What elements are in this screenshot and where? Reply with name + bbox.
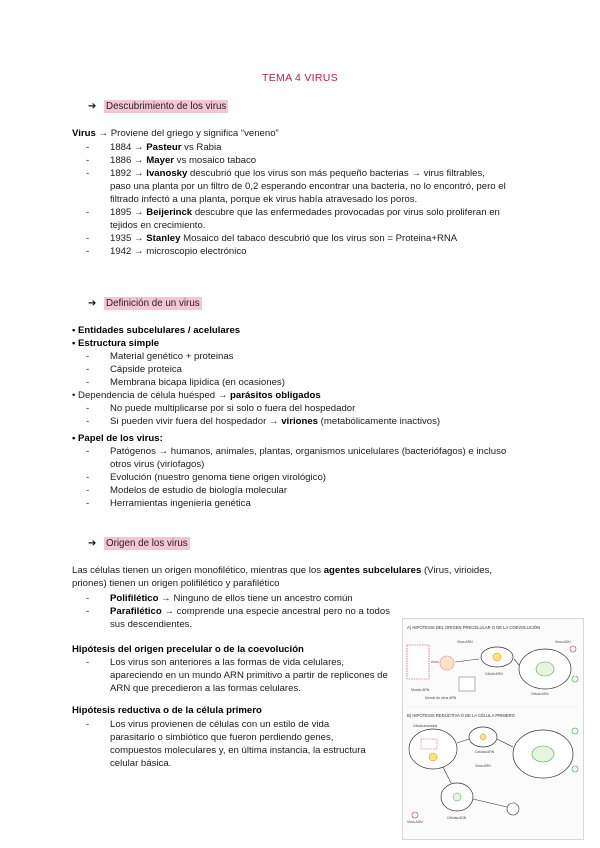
- discovery-intro: Virus → Proviene del griego y significa “veneno”: [72, 128, 279, 139]
- figure-panel-b-title: B) HIPÓTESIS REDUCTIVA O DE LA CÉLULA PRIMERO: [407, 713, 515, 718]
- section-label: Origen de los virus: [106, 537, 188, 549]
- bullet-heading: • Entidades subcelulares / acelulares: [72, 325, 241, 336]
- list-item: - 1886 → Mayer vs mosaico tabaco: [86, 155, 257, 166]
- figure-label: Virus ADN: [407, 820, 423, 824]
- list-item: - Herramientas ingenieria genética: [86, 498, 251, 509]
- figure-label: Mundo de virus ARN: [425, 696, 457, 700]
- hypothesis-1-heading: Hipótesis del origen precelular o de la coevolución: [72, 644, 304, 655]
- definition-block: [72, 324, 542, 510]
- figure-graphic: [403, 619, 583, 839]
- list-item: - 1895 → Beijerinck descubre que las enfermedades provocadas por virus solo proliferan en tejidos en crecimiento.: [86, 207, 500, 231]
- list-item: - Si pueden vivir fuera del hospedador → viriones (metabólicamente inactivos): [86, 416, 441, 427]
- section-label: Definición de un virus: [106, 297, 200, 309]
- list-item: - Patógenos → humanos, animales, plantas, organismos unicelulares (bacteriófagos) e incluso otros virus (viriofagos): [86, 446, 507, 470]
- figure-label: Célula ancestral: [413, 724, 438, 728]
- bullet-heading: • Estructura simple: [72, 338, 160, 349]
- list-item: - 1892 → Ivanosky descubrió que los virus son más pequeño bacterias → virus filtrables, paso una planta por un filtro de 0,2 esperando encontrar una bacteria, no lo encontró, pero el filtrado infectó a una planta, porque ek virus había atravesado los poros.: [86, 168, 506, 205]
- arrow-icon: ➔: [88, 297, 97, 309]
- hypothesis-2-heading: Hipótesis reductiva o de la célula primero: [72, 705, 262, 716]
- figure-label: Virus ARN: [475, 764, 491, 768]
- figure-label: Células ARN: [475, 750, 495, 754]
- list-item: - Membrana bicapa lipídica (en ocasiones): [86, 377, 285, 388]
- arrow-icon: ➔: [88, 537, 97, 549]
- origin-definitions: [86, 592, 406, 631]
- list-item: - Parafilético → comprende una especie ancestral pero no a todos sus descendientes.: [86, 606, 390, 630]
- list-item: - Evolución (nuestro genoma tiene origen virológico): [86, 472, 326, 483]
- figure-label: Célula ARN: [485, 672, 503, 676]
- list-item: - No puede multiplicarse por si solo o fuera del hospedador: [86, 403, 356, 414]
- list-item: - Cápside proteica: [86, 364, 182, 375]
- list-item: - 1935 → Stanley Mosaico del tabaco descubrió que los virus son = Proteina+RNA: [86, 233, 458, 244]
- origin-paragraph: Las células tienen un origen monofilético, mientras que los agentes subcelulares (Virus, virioides, priones) tienen un origen polifilético y parafilético: [72, 565, 493, 589]
- section-heading-definition: [86, 296, 208, 310]
- list-item: - Los virus son anteriores a las formas de vida celulares, apareciendo en un mundo ARN primitivo a partir de replicones de ARN que precedieron a las formas celulares.: [86, 657, 388, 694]
- hypothesis-2: [86, 718, 376, 770]
- bullet-heading: • Papel de los virus:: [72, 433, 163, 444]
- hypotheses-figure: [402, 618, 584, 840]
- list-item: - Polifilético → Ninguno de ellos tiene un ancestro común: [86, 593, 353, 604]
- list-item: - 1942 → microscopio electrónico: [86, 246, 247, 257]
- list-item: - Material genético + proteinas: [86, 351, 234, 362]
- figure-label: Virus ADN: [555, 640, 571, 644]
- figure-label: Virus ARN: [457, 640, 473, 644]
- list-item: - Los virus provienen de células con un estilo de vida parasitario o simbiótico que fueron perdiendo genes, compuestos moleculares y, en última instancia, la estructura celular básica.: [86, 719, 366, 769]
- dependency-line: • Dependencia de célula huésped → parásitos obligados: [72, 390, 321, 401]
- list-item: - 1884 → Pasteur vs Rabia: [86, 142, 222, 153]
- section-heading-discovery: [86, 99, 234, 113]
- figure-label: Célula ADN: [531, 692, 549, 696]
- section-heading-origin: [86, 536, 196, 550]
- arrow-icon: ➔: [88, 100, 97, 112]
- hypothesis-1: [86, 656, 398, 695]
- figure-panel-a-title: A) HIPÓTESIS DEL ORIGEN PRECELULAR O DE LA COEVOLUCIÓN: [407, 625, 541, 630]
- figure-label: Células ADN: [447, 816, 467, 820]
- figure-label: Mundo ARN: [411, 688, 430, 692]
- section-label: Descubrimiento de los virus: [106, 100, 227, 112]
- page-title: TEMA 4 VIRUS: [262, 72, 338, 84]
- discovery-list: [86, 141, 506, 258]
- list-item: - Modelos de estudio de biología molecular: [86, 485, 288, 496]
